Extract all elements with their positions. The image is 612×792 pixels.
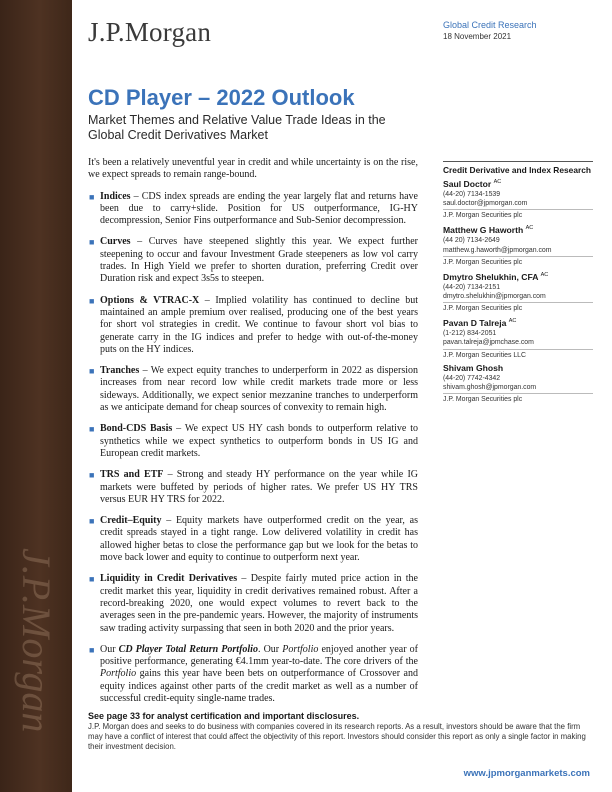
company-logo: J.P.Morgan (88, 17, 212, 47)
main-body (88, 157, 418, 714)
bullet-lead: Curves (100, 236, 131, 248)
bullet-icon: ■ (89, 237, 95, 248)
bullet-text: – Curves have steepened slightly this year. We expect further steepening to occur and favour Investment Grade steepeners as low vol carry trades. In High Yield we prefer to shorten duration, preferring Credit over Duration risk and expect 3s5s to steepen. (100, 236, 418, 285)
analyst-card (443, 177, 593, 220)
analyst-email[interactable]: pavan.talreja@jpmchase.com (443, 339, 534, 347)
bullet-icon: ■ (89, 424, 95, 435)
intro-paragraph: It's been a relatively uneventful year in credit and while uncertainty is on the rise, we expect spreads to remain range-bound. (88, 157, 418, 181)
department-label: Global Credit Research (443, 20, 537, 30)
bullet-trs-etf (88, 469, 418, 506)
analyst-name: Pavan D Talreja $^{AC}$ (443, 318, 517, 329)
bullet-icon: ■ (89, 516, 95, 527)
bullet-text: – Equity markets have outperformed credit on the year, as credit spreads stayed in a tight range. Low delivered volatility in credit has allowed higher betas to close the performance gap but we look for the betas to move back lower and equity to continue to outperform next year. (100, 515, 418, 564)
bullet-lead: Credit–Equity (100, 515, 162, 527)
portfolio-name: CD Player Total Return Portfolio (118, 643, 258, 655)
analyst-firm: J.P. Morgan Securities plc (443, 209, 593, 220)
analyst-firm: J.P. Morgan Securities plc (443, 302, 593, 313)
analyst-firm: J.P. Morgan Securities plc (443, 393, 593, 404)
brand-sidebar (0, 0, 72, 792)
analyst-name: Matthew G Haworth $^{AC}$ (443, 225, 534, 236)
analyst-name: Dmytro Shelukhin, CFA $^{AC}$ (443, 271, 549, 282)
bullet-icon: ■ (89, 295, 95, 306)
analyst-card (443, 363, 593, 405)
bullet-lead: TRS and ETF (100, 469, 164, 481)
page-subtitle: Market Themes and Relative Value Trade Ideas in the Global Credit Derivatives Market (88, 113, 386, 142)
disclosure-text: J.P. Morgan does and seeks to do business with companies covered in its research reports. As a result, investors should be aware that the firm may have a conflict of interest that could affect the objectivity of this report. Investors should consider this report as only a single factor in making their investment decision. (88, 722, 586, 751)
analyst-email[interactable]: saul.doctor@jpmorgan.com (443, 200, 528, 208)
bullet-indices (88, 191, 418, 228)
portfolio-ref: Portfolio (100, 668, 137, 680)
bullet-lead: Bond-CDS Basis (100, 423, 173, 435)
sidebar-watermark-logo: J.P.Morgan (14, 547, 59, 733)
bullet-portfolio (88, 644, 418, 705)
bullet-text: . Our (257, 643, 283, 655)
analyst-card (443, 316, 593, 359)
bullet-text: Our (100, 643, 119, 655)
analyst-phone: (44-20) 7134-2151 (443, 283, 501, 291)
report-date: 18 November 2021 (443, 32, 512, 41)
bullet-text: gains this year have been bets on outperformance of Crossover and equity indices against other parts of the credit market as well as a number of successful credit-equity single-name trades. (100, 668, 418, 704)
bullet-list (88, 191, 418, 706)
bullet-text: – Implied volatility has continued to decline but maintained an ample premium over realised, producing one of the best years for short vol strategies in credit. We continue to favour short vol bias to generate carry in the IG indices and prefer to hedge with out-of-the-money puts on the HY indices. (100, 294, 418, 355)
bullet-text: enjoyed another year of positive performance, generating €4.1mm year-to-date. The core drivers of the (100, 643, 418, 668)
bullet-icon: ■ (89, 191, 95, 202)
analyst-sidebar (443, 161, 593, 407)
bullet-text: – We expect equity tranches to underperform in 2022 as dispersion increases from near record low while credit markets trade more or less sideways. Additionally, we expect senior mezzanine tranches to underperform as we anticipate demand for cheap sources of convexity to remain high. (100, 365, 418, 414)
analyst-firm: J.P. Morgan Securities LLC (443, 349, 593, 360)
bullet-tranches (88, 365, 418, 414)
bullet-lead: Tranches (100, 365, 140, 377)
analyst-email[interactable]: shivam.ghosh@jpmorgan.com (443, 384, 537, 392)
bullet-icon: ■ (89, 366, 95, 377)
disclosure-block (88, 711, 596, 752)
bullet-text: – Despite fairly muted price action in the credit market this year, liquidity in credit derivatives remained robust. After a record-breaking 2020, one would expect volumes to revert back to the averages seen in the pre-pandemic years. However, the majority of instruments saw trading activity surpassing that seen in both 2020 and the prior years. (100, 573, 418, 634)
analyst-name: Shivam Ghosh (443, 362, 504, 373)
bullet-liquidity (88, 573, 418, 634)
bullet-lead: Options & VTRAC-X (100, 294, 200, 306)
bullet-lead: Liquidity in Credit Derivatives (100, 573, 238, 585)
bullet-basis (88, 423, 418, 460)
bullet-icon: ■ (89, 574, 95, 585)
bullet-icon: ■ (89, 470, 95, 481)
research-team-heading: Credit Derivative and Index Research (443, 165, 592, 175)
analyst-email[interactable]: dmytro.shelukhin@jpmorgan.com (443, 293, 546, 300)
analyst-phone: (44 20) 7134-2649 (443, 237, 500, 245)
bullet-credit-equity (88, 515, 418, 564)
disclosure-heading[interactable]: See page 33 for analyst certification and important disclosures. (88, 711, 360, 721)
bullet-text: – Strong and steady HY performance on the year while IG markets were buffeted by periods of higher rates. We prefer US HY TRS versus EUR HY TRS for 2022. (100, 469, 418, 505)
portfolio-ref: Portfolio (282, 643, 319, 655)
analyst-name: Saul Doctor $^{AC}$ (443, 178, 502, 189)
bullet-text: – We expect US HY cash bonds to outperform relative to synthetics while we expect synthetics to outperform bonds in US IG and European credit markets. (100, 423, 419, 459)
page-title: CD Player – 2022 Outlook (88, 85, 355, 110)
report-header (443, 20, 537, 42)
bullet-curves (88, 236, 418, 285)
analyst-phone: (1-212) 834-2051 (443, 330, 497, 338)
analyst-phone: (44-20) 7742-4342 (443, 374, 501, 382)
bullet-icon: ■ (89, 644, 95, 655)
footer-link[interactable]: www.jpmorganmarkets.com (463, 768, 590, 779)
divider (443, 161, 593, 162)
analyst-card (443, 270, 593, 313)
bullet-text: – CDS index spreads are ending the year largely flat and returns have been due to carry+slide. Position for US outperformance, IG-HY decompression, Senior Fins outperformance and Sub-Senior decompression. (100, 190, 418, 227)
analyst-firm: J.P. Morgan Securities plc (443, 256, 593, 267)
bullet-lead: Indices (100, 190, 131, 202)
analyst-card (443, 223, 593, 266)
bullet-options (88, 295, 418, 356)
analyst-phone: (44-20) 7134-1539 (443, 190, 501, 198)
analyst-email[interactable]: matthew.g.haworth@jpmorgan.com (443, 246, 552, 254)
